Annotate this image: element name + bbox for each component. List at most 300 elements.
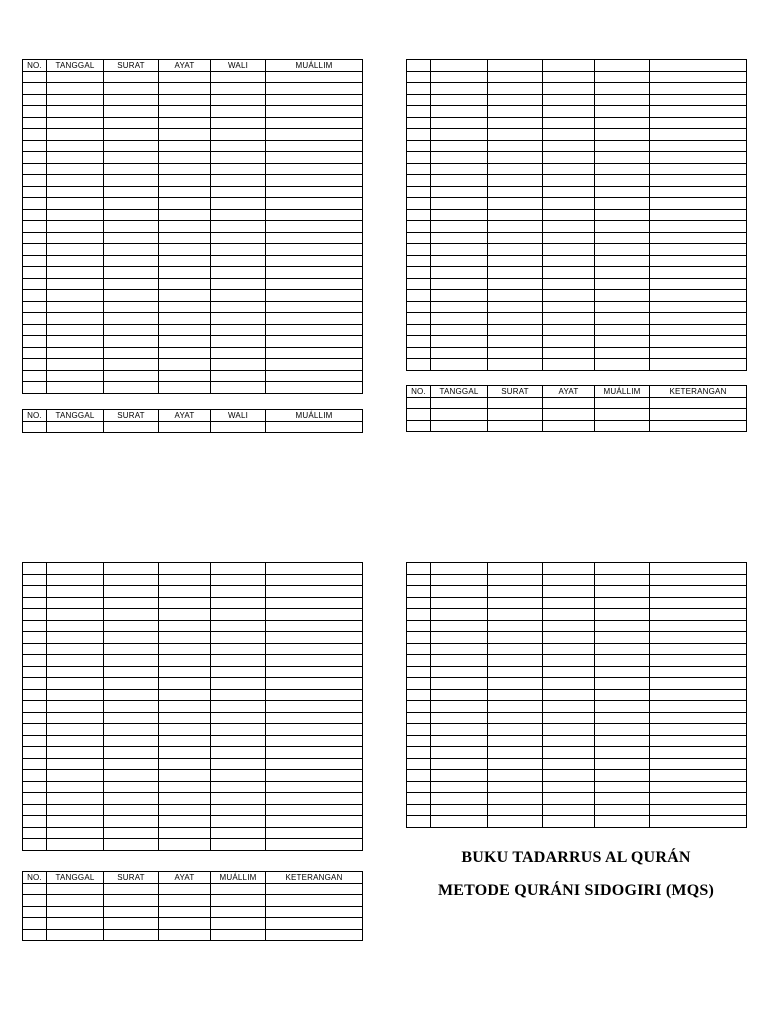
blank-cell xyxy=(488,632,543,644)
column-header: WALI xyxy=(211,60,266,72)
blank-cell xyxy=(431,129,488,141)
table-row xyxy=(23,804,363,816)
blank-cell xyxy=(23,129,47,141)
blank-cell xyxy=(104,209,159,221)
blank-cell xyxy=(47,232,104,244)
blank-cell xyxy=(104,781,159,793)
blank-cell xyxy=(104,839,159,851)
blank-cell xyxy=(266,804,363,816)
blank-cell xyxy=(488,60,543,72)
blank-cell xyxy=(104,347,159,359)
blank-cell xyxy=(159,198,211,210)
blank-cell xyxy=(543,221,595,233)
blank-cell xyxy=(488,804,543,816)
blank-cell xyxy=(159,255,211,267)
blank-cell xyxy=(47,735,104,747)
blank-cell xyxy=(104,918,159,930)
blank-cell xyxy=(543,267,595,279)
column-header: MUÁLLIM xyxy=(595,386,650,398)
blank-cell xyxy=(159,827,211,839)
blank-cell xyxy=(159,770,211,782)
blank-cell xyxy=(104,643,159,655)
blank-cell xyxy=(211,129,266,141)
blank-cell xyxy=(488,186,543,198)
blank-cell xyxy=(159,140,211,152)
blank-cell xyxy=(104,655,159,667)
blank-cell xyxy=(104,175,159,187)
table-row xyxy=(23,140,363,152)
blank-cell xyxy=(47,563,104,575)
table-row xyxy=(23,563,363,575)
blank-cell xyxy=(488,655,543,667)
blank-cell xyxy=(159,883,211,895)
blank-cell xyxy=(211,382,266,394)
blank-cell xyxy=(159,620,211,632)
blank-cell xyxy=(266,255,363,267)
blank-cell xyxy=(431,232,488,244)
table-row xyxy=(407,117,747,129)
blank-cell xyxy=(543,689,595,701)
blank-cell xyxy=(595,244,650,256)
blank-cell xyxy=(266,347,363,359)
blank-cell xyxy=(407,770,431,782)
blank-cell xyxy=(159,563,211,575)
blank-cell xyxy=(23,701,47,713)
blank-cell xyxy=(266,747,363,759)
blank-cell xyxy=(488,232,543,244)
blank-cell xyxy=(431,586,488,598)
blank-cell xyxy=(650,336,747,348)
blank-cell xyxy=(159,382,211,394)
blank-cell xyxy=(488,290,543,302)
blank-cell xyxy=(23,278,47,290)
blank-cell xyxy=(104,678,159,690)
blank-cell xyxy=(595,793,650,805)
column-header: SURAT xyxy=(104,872,159,884)
blank-cell xyxy=(211,678,266,690)
table-row xyxy=(23,906,363,918)
blank-cell xyxy=(211,816,266,828)
table-row xyxy=(23,724,363,736)
blank-cell xyxy=(266,71,363,83)
blank-cell xyxy=(543,313,595,325)
blank-cell xyxy=(159,816,211,828)
blank-cell xyxy=(266,929,363,941)
blank-cell xyxy=(650,666,747,678)
blank-cell xyxy=(159,278,211,290)
blank-cell xyxy=(543,290,595,302)
blank-cell xyxy=(159,301,211,313)
blank-cell xyxy=(211,712,266,724)
tadarrus-log-table-2 xyxy=(406,59,747,371)
blank-cell xyxy=(159,244,211,256)
blank-cell xyxy=(543,163,595,175)
blank-cell xyxy=(159,421,211,433)
blank-cell xyxy=(47,83,104,95)
table-row xyxy=(23,918,363,930)
blank-cell xyxy=(23,918,47,930)
table-row xyxy=(407,152,747,164)
blank-cell xyxy=(47,655,104,667)
blank-cell xyxy=(543,336,595,348)
blank-cell xyxy=(159,221,211,233)
blank-cell xyxy=(47,244,104,256)
blank-cell xyxy=(650,781,747,793)
blank-cell xyxy=(266,678,363,690)
table-row xyxy=(23,209,363,221)
blank-cell xyxy=(159,735,211,747)
blank-cell xyxy=(431,712,488,724)
blank-cell xyxy=(488,409,543,421)
table-row xyxy=(407,83,747,95)
blank-cell xyxy=(431,420,488,432)
blank-cell xyxy=(23,632,47,644)
blank-cell xyxy=(23,827,47,839)
blank-cell xyxy=(543,117,595,129)
blank-cell xyxy=(211,839,266,851)
table-row xyxy=(407,804,747,816)
blank-cell xyxy=(431,290,488,302)
blank-cell xyxy=(159,793,211,805)
blank-cell xyxy=(211,906,266,918)
blank-cell xyxy=(159,655,211,667)
blank-cell xyxy=(266,883,363,895)
blank-cell xyxy=(211,827,266,839)
blank-cell xyxy=(650,678,747,690)
blank-cell xyxy=(211,324,266,336)
table-row xyxy=(407,781,747,793)
blank-cell xyxy=(266,827,363,839)
blank-cell xyxy=(431,278,488,290)
table-row xyxy=(407,301,747,313)
blank-cell xyxy=(595,597,650,609)
blank-cell xyxy=(407,267,431,279)
blank-cell xyxy=(407,574,431,586)
blank-cell xyxy=(488,152,543,164)
table-row xyxy=(23,781,363,793)
column-header: NO. xyxy=(23,410,47,422)
blank-cell xyxy=(104,620,159,632)
blank-cell xyxy=(104,140,159,152)
blank-cell xyxy=(488,129,543,141)
blank-cell xyxy=(407,781,431,793)
blank-cell xyxy=(488,678,543,690)
blank-cell xyxy=(47,643,104,655)
blank-cell xyxy=(47,382,104,394)
blank-cell xyxy=(543,198,595,210)
blank-cell xyxy=(23,655,47,667)
blank-cell xyxy=(23,290,47,302)
blank-cell xyxy=(266,140,363,152)
blank-cell xyxy=(431,793,488,805)
blank-cell xyxy=(650,313,747,325)
blank-cell xyxy=(47,712,104,724)
blank-cell xyxy=(104,747,159,759)
blank-cell xyxy=(104,666,159,678)
blank-cell xyxy=(650,324,747,336)
blank-cell xyxy=(266,163,363,175)
table-row xyxy=(23,632,363,644)
table-row xyxy=(23,175,363,187)
blank-cell xyxy=(104,71,159,83)
blank-cell xyxy=(488,255,543,267)
blank-cell xyxy=(211,895,266,907)
blank-cell xyxy=(595,689,650,701)
blank-cell xyxy=(211,620,266,632)
blank-cell xyxy=(650,793,747,805)
blank-cell xyxy=(47,324,104,336)
blank-cell xyxy=(431,409,488,421)
blank-cell xyxy=(407,129,431,141)
blank-cell xyxy=(595,770,650,782)
blank-cell xyxy=(47,301,104,313)
blank-cell xyxy=(488,420,543,432)
blank-cell xyxy=(23,186,47,198)
blank-cell xyxy=(543,60,595,72)
blank-cell xyxy=(431,301,488,313)
blank-cell xyxy=(266,689,363,701)
blank-cell xyxy=(407,816,431,828)
table-row xyxy=(407,186,747,198)
blank-cell xyxy=(211,71,266,83)
blank-cell xyxy=(543,255,595,267)
blank-cell xyxy=(595,60,650,72)
table-row xyxy=(23,232,363,244)
blank-cell xyxy=(159,758,211,770)
blank-cell xyxy=(211,747,266,759)
blank-cell xyxy=(23,221,47,233)
blank-cell xyxy=(211,94,266,106)
blank-cell xyxy=(407,678,431,690)
blank-cell xyxy=(650,397,747,409)
blank-cell xyxy=(431,666,488,678)
blank-cell xyxy=(23,175,47,187)
blank-cell xyxy=(23,724,47,736)
blank-cell xyxy=(595,609,650,621)
blank-cell xyxy=(543,301,595,313)
blank-cell xyxy=(266,198,363,210)
blank-cell xyxy=(47,758,104,770)
blank-cell xyxy=(595,152,650,164)
blank-cell xyxy=(266,906,363,918)
blank-cell xyxy=(266,724,363,736)
table-row xyxy=(23,359,363,371)
table-row xyxy=(23,301,363,313)
blank-cell xyxy=(543,655,595,667)
blank-cell xyxy=(431,324,488,336)
blank-cell xyxy=(431,816,488,828)
blank-cell xyxy=(104,244,159,256)
table-row xyxy=(407,643,747,655)
blank-cell xyxy=(431,198,488,210)
table-row xyxy=(23,336,363,348)
blank-cell xyxy=(488,574,543,586)
blank-cell xyxy=(211,563,266,575)
blank-cell xyxy=(488,586,543,598)
blank-cell xyxy=(650,106,747,118)
blank-cell xyxy=(159,839,211,851)
blank-cell xyxy=(595,632,650,644)
blank-cell xyxy=(407,655,431,667)
column-header: SURAT xyxy=(104,410,159,422)
blank-cell xyxy=(211,632,266,644)
blank-cell xyxy=(650,83,747,95)
blank-cell xyxy=(104,94,159,106)
blank-cell xyxy=(266,232,363,244)
column-header: NO. xyxy=(23,872,47,884)
blank-cell xyxy=(650,186,747,198)
blank-cell xyxy=(543,175,595,187)
blank-cell xyxy=(407,301,431,313)
blank-cell xyxy=(431,94,488,106)
blank-cell xyxy=(595,129,650,141)
blank-cell xyxy=(650,770,747,782)
blank-cell xyxy=(23,336,47,348)
blank-cell xyxy=(47,163,104,175)
tadarrus-log-table-2-summary xyxy=(406,385,747,432)
blank-cell xyxy=(431,163,488,175)
book-title: BUKU TADARRUS AL QURÁN xyxy=(461,849,691,866)
blank-cell xyxy=(543,106,595,118)
column-header: MUÁLLIM xyxy=(211,872,266,884)
blank-cell xyxy=(159,586,211,598)
blank-cell xyxy=(266,421,363,433)
table-row xyxy=(407,94,747,106)
blank-cell xyxy=(431,735,488,747)
blank-cell xyxy=(104,232,159,244)
column-header: KETERANGAN xyxy=(650,386,747,398)
blank-cell xyxy=(595,655,650,667)
blank-cell xyxy=(159,313,211,325)
blank-cell xyxy=(431,689,488,701)
blank-cell xyxy=(488,781,543,793)
table-row xyxy=(407,712,747,724)
table-row xyxy=(23,827,363,839)
blank-cell xyxy=(407,804,431,816)
blank-cell xyxy=(488,336,543,348)
blank-cell xyxy=(407,198,431,210)
blank-cell xyxy=(104,221,159,233)
blank-cell xyxy=(23,781,47,793)
blank-cell xyxy=(431,597,488,609)
blank-cell xyxy=(543,359,595,371)
table-row xyxy=(23,290,363,302)
blank-cell xyxy=(431,313,488,325)
blank-cell xyxy=(407,712,431,724)
blank-cell xyxy=(23,816,47,828)
blank-cell xyxy=(47,175,104,187)
blank-cell xyxy=(47,689,104,701)
blank-cell xyxy=(650,301,747,313)
blank-cell xyxy=(23,117,47,129)
blank-cell xyxy=(407,94,431,106)
blank-cell xyxy=(543,409,595,421)
blank-cell xyxy=(595,94,650,106)
blank-cell xyxy=(23,839,47,851)
blank-cell xyxy=(159,83,211,95)
blank-cell xyxy=(543,609,595,621)
blank-cell xyxy=(23,255,47,267)
blank-cell xyxy=(595,301,650,313)
blank-cell xyxy=(104,724,159,736)
blank-cell xyxy=(211,186,266,198)
blank-cell xyxy=(23,83,47,95)
blank-cell xyxy=(595,324,650,336)
blank-cell xyxy=(543,804,595,816)
blank-cell xyxy=(407,83,431,95)
blank-cell xyxy=(650,655,747,667)
blank-cell xyxy=(650,163,747,175)
blank-cell xyxy=(47,883,104,895)
blank-cell xyxy=(266,221,363,233)
blank-cell xyxy=(407,60,431,72)
table-row xyxy=(407,409,747,421)
blank-cell xyxy=(431,106,488,118)
blank-cell xyxy=(266,106,363,118)
table-row xyxy=(407,678,747,690)
blank-cell xyxy=(595,724,650,736)
blank-cell xyxy=(104,895,159,907)
table-row xyxy=(23,117,363,129)
table-row xyxy=(23,678,363,690)
table-row xyxy=(23,574,363,586)
table-row xyxy=(407,313,747,325)
blank-cell xyxy=(211,117,266,129)
blank-cell xyxy=(650,643,747,655)
blank-cell xyxy=(211,244,266,256)
blank-cell xyxy=(650,347,747,359)
header-row xyxy=(23,872,363,884)
blank-cell xyxy=(431,267,488,279)
blank-cell xyxy=(211,83,266,95)
blank-cell xyxy=(488,221,543,233)
blank-cell xyxy=(595,712,650,724)
table-row xyxy=(407,336,747,348)
blank-cell xyxy=(104,278,159,290)
table-row xyxy=(23,689,363,701)
blank-cell xyxy=(488,724,543,736)
blank-cell xyxy=(159,347,211,359)
blank-cell xyxy=(211,290,266,302)
blank-cell xyxy=(104,701,159,713)
blank-cell xyxy=(407,620,431,632)
table-row xyxy=(23,609,363,621)
blank-cell xyxy=(650,409,747,421)
blank-cell xyxy=(595,163,650,175)
blank-cell xyxy=(47,209,104,221)
table-row xyxy=(23,244,363,256)
blank-cell xyxy=(104,609,159,621)
blank-cell xyxy=(23,359,47,371)
blank-cell xyxy=(104,586,159,598)
blank-cell xyxy=(431,244,488,256)
blank-cell xyxy=(47,620,104,632)
blank-cell xyxy=(650,129,747,141)
blank-cell xyxy=(431,724,488,736)
blank-cell xyxy=(266,735,363,747)
blank-cell xyxy=(650,597,747,609)
blank-cell xyxy=(407,140,431,152)
blank-cell xyxy=(23,747,47,759)
table-row xyxy=(407,198,747,210)
blank-cell xyxy=(159,94,211,106)
blank-cell xyxy=(211,313,266,325)
blank-cell xyxy=(266,129,363,141)
blank-cell xyxy=(159,689,211,701)
blank-cell xyxy=(595,347,650,359)
blank-cell xyxy=(47,129,104,141)
blank-cell xyxy=(23,929,47,941)
